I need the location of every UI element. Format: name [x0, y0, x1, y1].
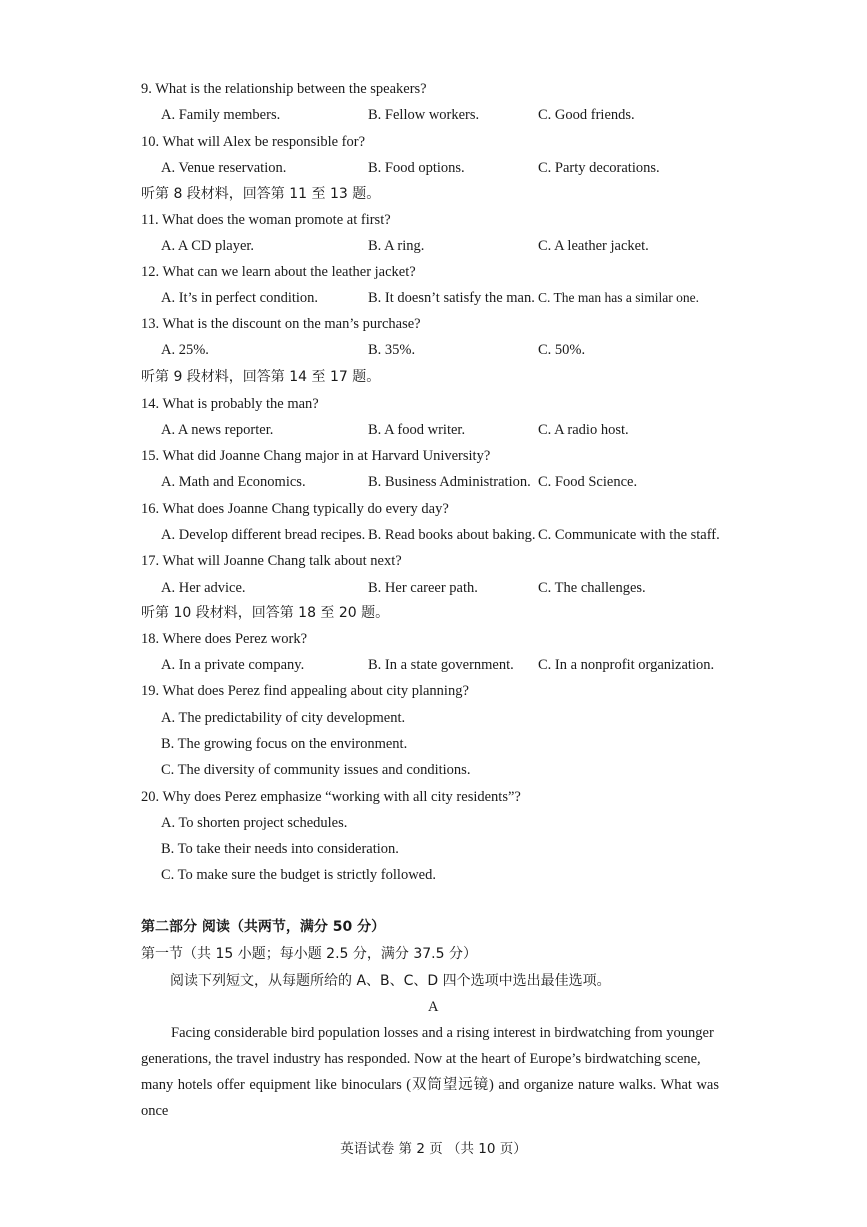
q14-option-a: A. A news reporter.	[161, 422, 274, 438]
section-one-title: 第一节（共 15 小题；每小题 2.5 分，满分 37.5 分）	[141, 946, 477, 962]
question-10: 10. What will Alex be responsible for?	[141, 134, 366, 150]
question-15: 15. What did Joanne Chang major in at Harvard University?	[141, 448, 491, 464]
q10-option-a: A. Venue reservation.	[161, 160, 287, 176]
q19-option-b: B. The growing focus on the environment.	[161, 736, 408, 752]
passage-line-1: Facing considerable bird population losses and a rising interest in birdwatching from younger	[171, 1025, 714, 1041]
q11-option-c: C. A leather jacket.	[538, 238, 649, 254]
question-20: 20. Why does Perez emphasize “working with all city residents”?	[141, 789, 521, 805]
question-14: 14. What is probably the man?	[141, 396, 319, 412]
q13-option-c: C. 50%.	[538, 342, 586, 358]
section-note-8: 听第 8 段材料，回答第 11 至 13 题。	[141, 186, 381, 202]
question-11: 11. What does the woman promote at first?	[141, 212, 391, 228]
q11-option-b: B. A ring.	[368, 238, 425, 254]
passage-line-3: many hotels offer equipment like binoculars (双筒望远镜) and organize nature walks. What was once	[141, 1077, 719, 1119]
passage-line-2: generations, the travel industry has responded. Now at the heart of Europe’s birdwatching scene,	[141, 1051, 701, 1067]
q13-option-b: B. 35%.	[368, 342, 416, 358]
q12-option-a: A. It’s in perfect condition.	[161, 290, 319, 306]
page-footer: 英语试卷 第 2 页 （共 10 页）	[340, 1141, 527, 1157]
q14-option-b: B. A food writer.	[368, 422, 466, 438]
section-note-9: 听第 9 段材料，回答第 14 至 17 题。	[141, 369, 381, 385]
q12-option-c: C. The man has a similar one.	[538, 290, 699, 305]
q17-option-a: A. Her advice.	[161, 580, 246, 596]
question-12: 12. What can we learn about the leather jacket?	[141, 264, 416, 280]
q18-option-a: A. In a private company.	[161, 657, 305, 673]
q10-option-c: C. Party decorations.	[538, 160, 660, 176]
reading-instruction: 阅读下列短文，从每题所给的 A、B、C、D 四个选项中选出最佳选项。	[170, 973, 611, 989]
q16-option-b: B. Read books about baking.	[368, 527, 536, 543]
question-13: 13. What is the discount on the man’s purchase?	[141, 316, 421, 332]
q10-option-b: B. Food options.	[368, 160, 465, 176]
q15-option-c: C. Food Science.	[538, 474, 638, 490]
q20-option-a: A. To shorten project schedules.	[161, 815, 348, 831]
q9-option-a: A. Family members.	[161, 107, 281, 123]
question-19: 19. What does Perez find appealing about city planning?	[141, 683, 469, 699]
section-note-10: 听第 10 段材料，回答第 18 至 20 题。	[141, 605, 390, 621]
q9-option-b: B. Fellow workers.	[368, 107, 480, 123]
q9-option-c: C. Good friends.	[538, 107, 635, 123]
q16-option-a: A. Develop different bread recipes.	[161, 527, 366, 543]
q13-option-a: A. 25%.	[161, 342, 209, 358]
q19-option-a: A. The predictability of city development.	[161, 710, 406, 726]
q14-option-c: C. A radio host.	[538, 422, 629, 438]
question-17: 17. What will Joanne Chang talk about next?	[141, 553, 402, 569]
passage-paragraph	[141, 1020, 719, 1124]
question-16: 16. What does Joanne Chang typically do every day?	[141, 501, 449, 517]
q18-option-c: C. In a nonprofit organization.	[538, 657, 715, 673]
q20-option-b: B. To take their needs into consideration.	[161, 841, 399, 857]
q18-option-b: B. In a state government.	[368, 657, 514, 673]
q15-option-a: A. Math and Economics.	[161, 474, 306, 490]
q12-option-b: B. It doesn’t satisfy the man.	[368, 290, 535, 306]
q11-option-a: A. A CD player.	[161, 238, 255, 254]
passage-label: A	[428, 999, 439, 1015]
question-9: 9. What is the relationship between the speakers?	[141, 81, 427, 97]
q15-option-b: B. Business Administration.	[368, 474, 531, 490]
q17-option-b: B. Her career path.	[368, 580, 478, 596]
q20-option-c: C. To make sure the budget is strictly followed.	[161, 867, 436, 883]
part-two-title: 第二部分 阅读（共两节，满分 50 分）	[141, 919, 386, 935]
q17-option-c: C. The challenges.	[538, 580, 646, 596]
question-18: 18. Where does Perez work?	[141, 631, 308, 647]
q16-option-c: C. Communicate with the staff.	[538, 527, 720, 543]
q19-option-c: C. The diversity of community issues and conditions.	[161, 762, 471, 778]
